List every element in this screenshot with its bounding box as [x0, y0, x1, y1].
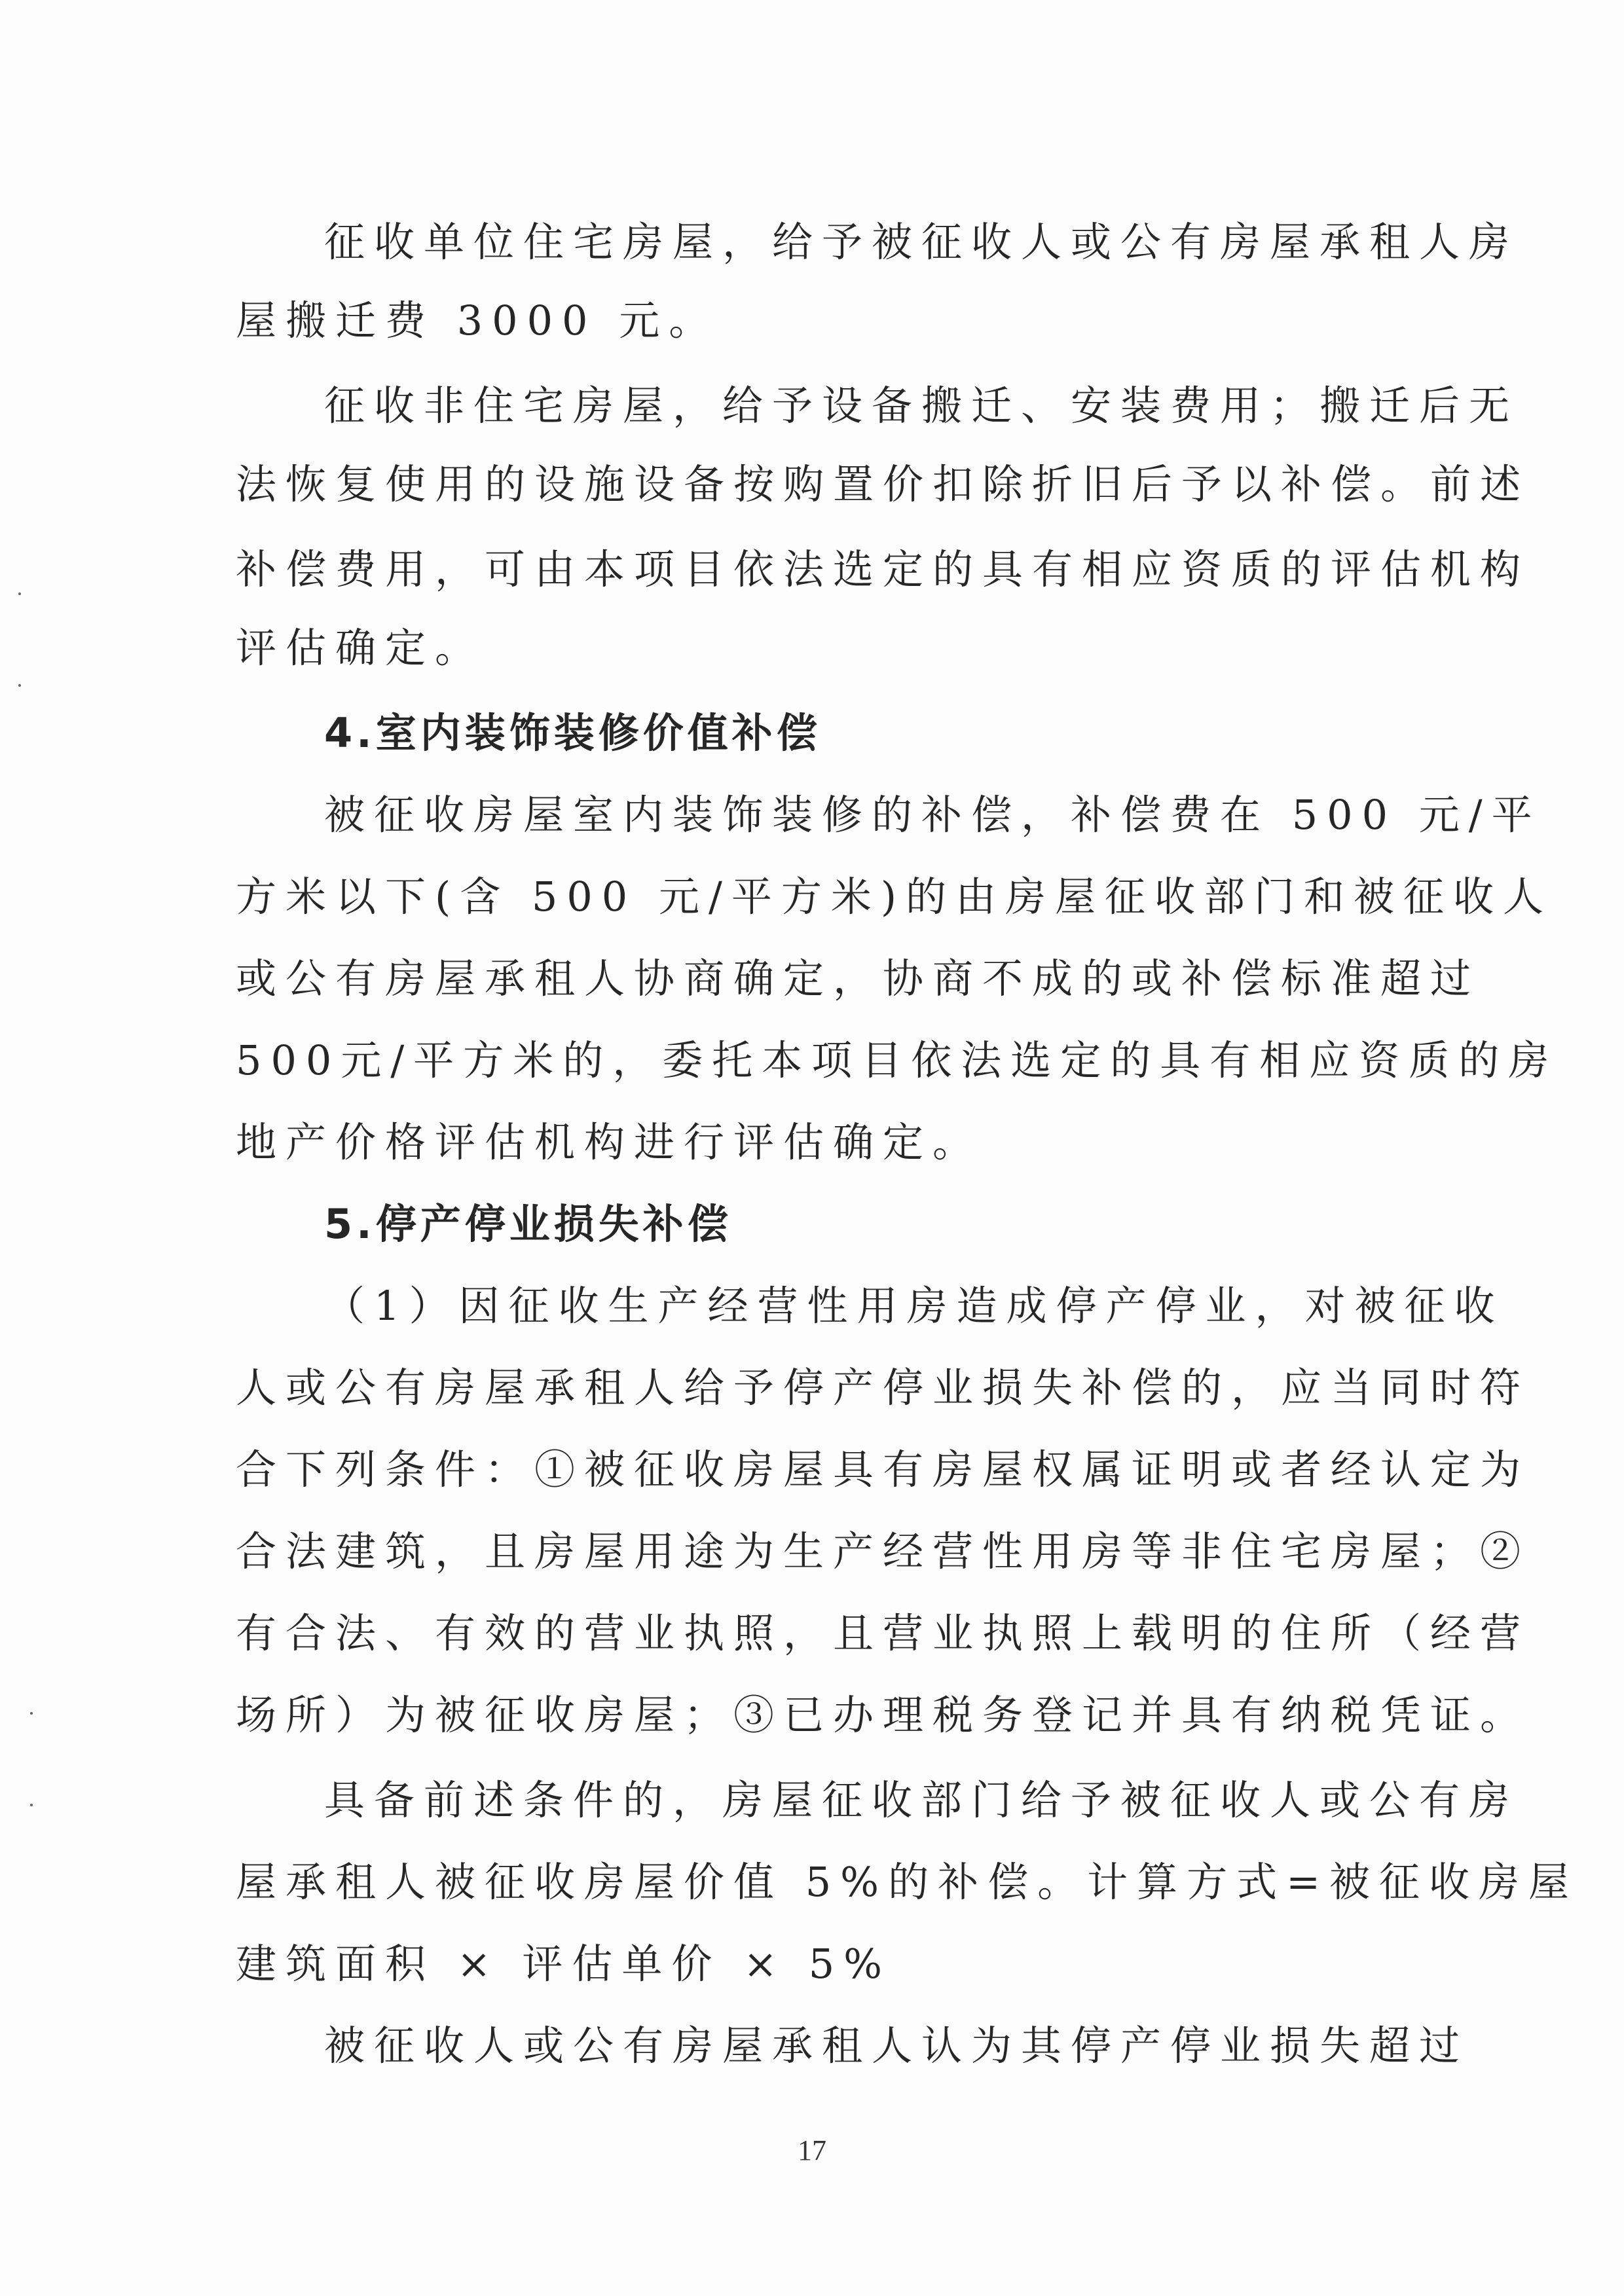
section-heading: 5.停产停业损失补偿 [324, 1200, 732, 1248]
scan-mark [30, 1804, 33, 1806]
paragraph-line: 屋搬迁费 3000 元。 [236, 297, 719, 344]
paragraph-line: 征收非住宅房屋，给予设备搬迁、安装费用；搬迁后无 [324, 382, 1519, 429]
paragraph-line: 方米以下(含 500 元/平方米)的由房屋征收部门和被征收人 [236, 873, 1553, 920]
paragraph-line: 场所）为被征收房屋；③已办理税务登记并具有纳税凭证。 [236, 1691, 1530, 1739]
paragraph-line: 人或公有房屋承租人给予停产停业损失补偿的，应当同时符 [236, 1364, 1530, 1412]
page-number: 17 [798, 2134, 826, 2166]
paragraph-line: 评估确定。 [236, 624, 485, 672]
paragraph-line: 有合法、有效的营业执照，且营业执照上载明的住所（经营 [236, 1609, 1530, 1657]
section-heading: 4.室内装饰装修价值补偿 [324, 709, 821, 757]
paragraph-line: 500元/平方米的，委托本项目依法选定的具有相应资质的房 [236, 1036, 1559, 1084]
paragraph-line: 征收单位住宅房屋，给予被征收人或公有房屋承租人房 [324, 218, 1519, 266]
paragraph-line: 屋承租人被征收房屋价值 5%的补偿。计算方式=被征收房屋 [236, 1858, 1579, 1906]
paragraph-line: 或公有房屋承租人协商确定，协商不成的或补偿标准超过 [236, 955, 1481, 1002]
scan-mark [18, 592, 21, 595]
paragraph-line: 合下列条件：①被征收房屋具有房屋权属证明或者经认定为 [236, 1446, 1530, 1493]
scan-mark [30, 1712, 33, 1715]
paragraph-line: 建筑面积 × 评估单价 × 5% [236, 1940, 892, 1988]
paragraph-line: 被征收人或公有房屋承租人认为其停产停业损失超过 [324, 2022, 1469, 2069]
paragraph-line: 合法建筑，且房屋用途为生产经营性用房等非住宅房屋；② [236, 1527, 1530, 1575]
paragraph-line: 被征收房屋室内装饰装修的补偿，补偿费在 500 元/平 [324, 791, 1541, 839]
paragraph-line: 地产价格评估机构进行评估确定。 [236, 1118, 983, 1166]
paragraph-line: 补偿费用，可由本项目依法选定的具有相应资质的评估机构 [236, 545, 1530, 593]
paragraph-line: 具备前述条件的，房屋征收部门给予被征收人或公有房 [324, 1776, 1519, 1824]
scan-mark [18, 684, 21, 687]
paragraph-line: （1）因征收生产经营性用房造成停产停业，对被征收 [324, 1282, 1504, 1330]
paragraph-line: 法恢复使用的设施设备按购置价扣除折旧后予以补偿。前述 [236, 460, 1530, 508]
